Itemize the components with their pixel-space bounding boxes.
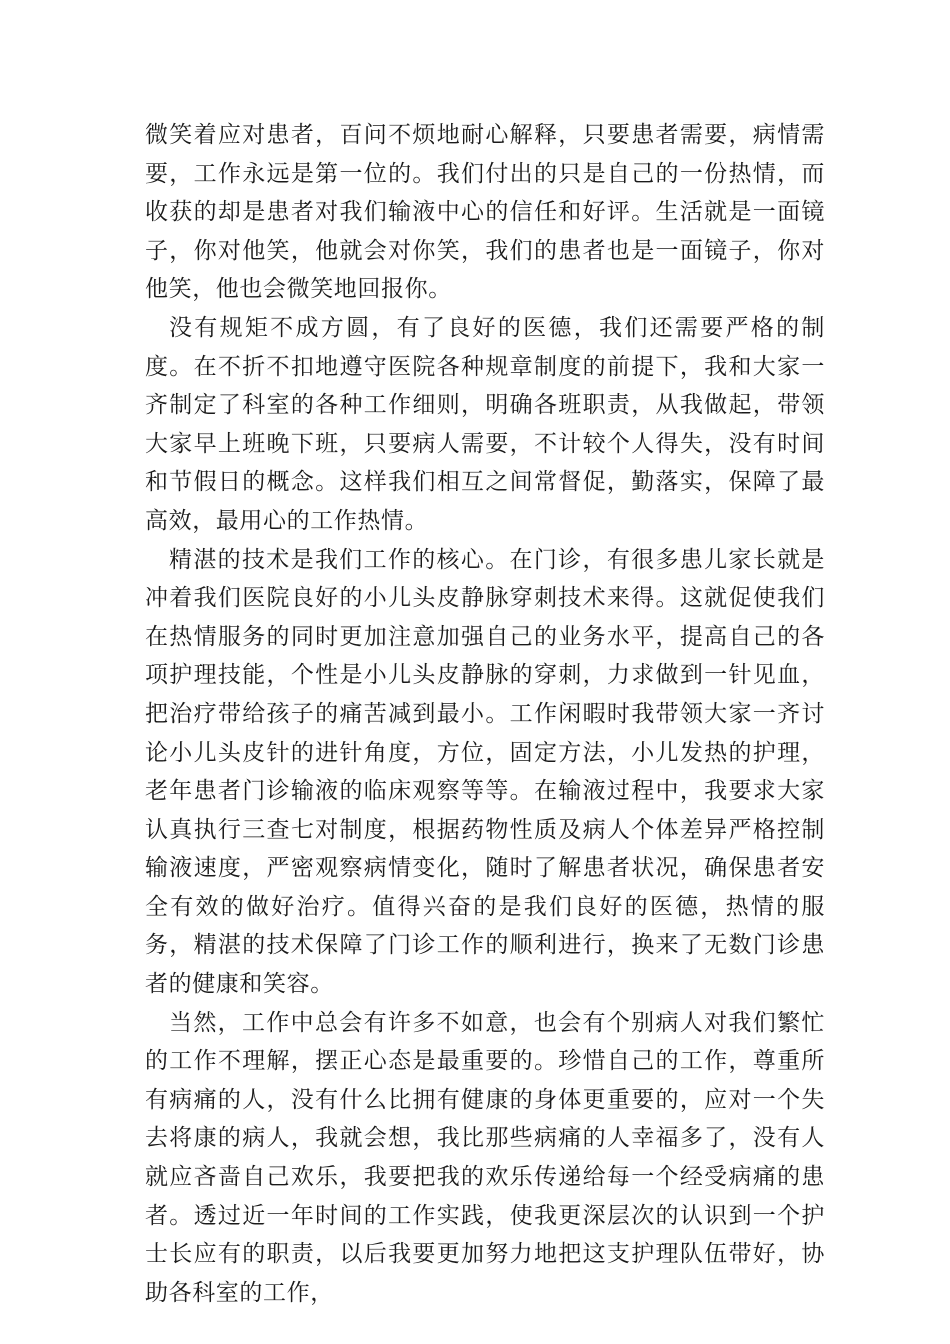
paragraph-2: 没有规矩不成方圆，有了良好的医德，我们还需要严格的制度。在不折不扣地遵守医院各种规章制度的前提下，我和大家一齐制定了科室的各种工作细则，明确各班职责，从我做起，带领大家早上班晚下班，只要病人需要，不计较个人得失，没有时间和节假日的概念。这样我们相互之间常督促，勤落实，保障了最高效，最用心的工作热情。	[145, 314, 825, 534]
paragraph-1: 微笑着应对患者，百问不烦地耐心解释，只要患者需要，病情需要，工作永远是第一位的。我们付出的只是自己的一份热情，而收获的却是患者对我们输液中心的信任和好评。生活就是一面镜子，你对他笑，他就会对你笑，我们的患者也是一面镜子，你对他笑，他也会微笑地回报你。	[145, 122, 825, 303]
paragraph-3: 精湛的技术是我们工作的核心。在门诊，有很多患儿家长就是冲着我们医院良好的小儿头皮静脉穿刺技术来得。这就促使我们在热情服务的同时更加注意加强自己的业务水平，提高自己的各项护理技能，个性是小儿头皮静脉的穿刺，力求做到一针见血，把治疗带给孩子的痛苦减到最小。工作闲暇时我带领大家一齐讨论小儿头皮针的进针角度，方位，固定方法，小儿发热的护理，老年患者门诊输液的临床观察等等。在输液过程中，我要求大家认真执行三查七对制度，根据药物性质及病人个体差异严格控制输液速度，严密观察病情变化，随时了解患者状况，确保患者安全有效的做好治疗。值得兴奋的是我们良好的医德，热情的服务，精湛的技术保障了门诊工作的顺利进行，换来了无数门诊患者的健康和笑容。	[145, 546, 825, 998]
paragraph-4: 当然，工作中总会有许多不如意，也会有个别病人对我们繁忙的工作不理解，摆正心态是最重要的。珍惜自己的工作，尊重所有病痛的人，没有什么比拥有健康的身体更重要的，应对一个失去将康的病人，我就会想，我比那些病痛的人幸福多了，没有人就应吝啬自己欢乐，我要把我的欢乐传递给每一个经受病痛的患者。透过近一年时间的工作实践，使我更深层次的认识到一个护士长应有的职责，以后我要更加努力地把这支护理队伍带好，协助各科室的工作，	[145, 1009, 825, 1306]
document-body	[145, 116, 825, 1312]
